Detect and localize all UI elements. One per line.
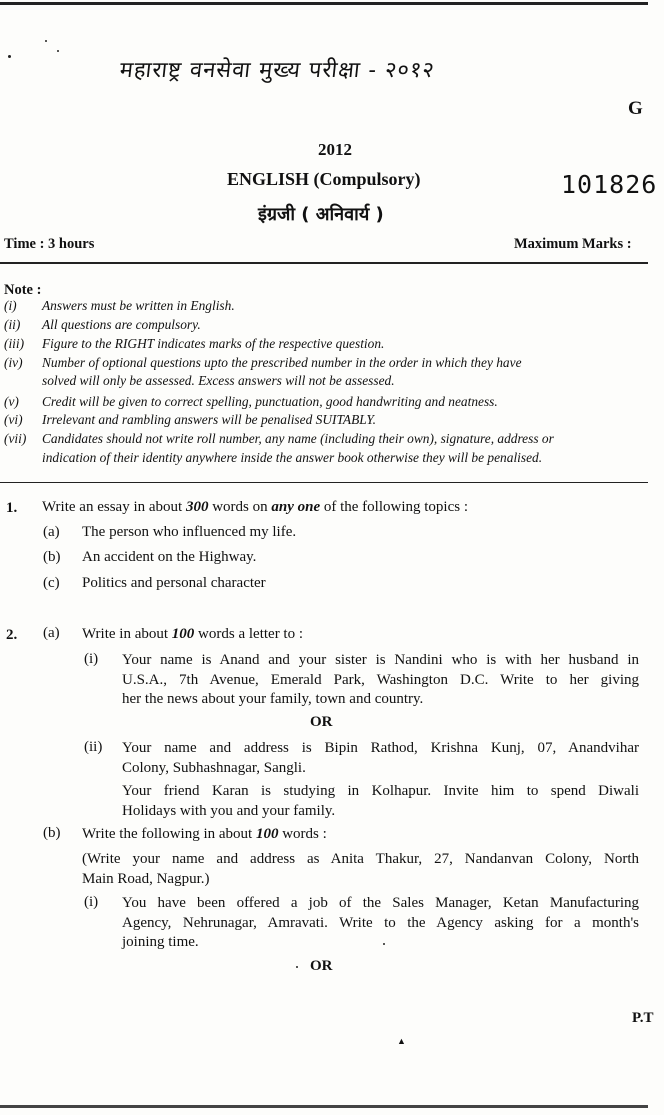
speck xyxy=(296,966,298,968)
handwritten-exam-title: महाराष्ट्र वनसेवा मुख्य परीक्षा - २०१२ xyxy=(118,58,437,83)
note-title: Note : xyxy=(4,282,42,298)
maximum-marks: Maximum Marks : xyxy=(514,236,632,252)
or-separator-1: OR xyxy=(310,714,333,730)
note-text: Answers must be written in English. xyxy=(42,298,235,313)
note-text: All questions are compulsory. xyxy=(42,317,201,332)
q1-emphasis: any one xyxy=(271,499,321,515)
notes-divider xyxy=(0,482,648,483)
q1-text-part: of the following topics : xyxy=(320,499,469,515)
note-number: (i) xyxy=(4,298,17,313)
q2a-text-part: words a letter to : xyxy=(194,626,304,642)
text-line: joining time. xyxy=(122,934,199,950)
note-number: (iii) xyxy=(4,336,25,351)
text-line: her the news about your family, town and country. xyxy=(122,691,424,707)
text-line: U.S.A., 7th Avenue, Emerald Park, Washington D.C. Write to her giving xyxy=(122,671,639,688)
time-allowed: Time : 3 hours xyxy=(4,236,95,252)
q1-option-c: Politics and personal character xyxy=(82,575,266,591)
q2a-ii-text xyxy=(122,739,639,778)
q2a-instruction xyxy=(82,625,303,645)
q2a-text-part: Write in about xyxy=(82,626,172,642)
text-line: Your name is Anand and your sister is Nandini who is with her husband in xyxy=(122,652,639,668)
q2b-address-note xyxy=(82,850,639,889)
q1-option-a-label: (a) xyxy=(43,524,60,540)
q1-option-b-label: (b) xyxy=(43,549,61,565)
note-text: Candidates should not write roll number, any name (including their own), signature, address or xyxy=(42,431,554,446)
corner-code: G xyxy=(628,98,643,119)
bottom-border xyxy=(0,1105,648,1108)
q2a-label: (a) xyxy=(43,625,60,641)
note-text: indication of their identity anywhere inside the answer book otherwise they will be penalised. xyxy=(42,450,543,465)
q1-option-c-label: (c) xyxy=(43,575,60,591)
q2a-ii-text-2 xyxy=(122,782,639,821)
q1-text-part: Write an essay in about xyxy=(42,499,186,515)
note-text: Credit will be given to correct spelling, punctuation, good handwriting and neatness. xyxy=(42,394,498,409)
note-text: Figure to the RIGHT indicates marks of the respective question. xyxy=(42,336,385,351)
q1-word-count: 300 xyxy=(185,499,209,515)
q2b-text-part: Write the following in about xyxy=(82,826,256,842)
text-line: Agency, Nehrunagar, Amravati. Write to the Agency asking for a month's xyxy=(122,914,639,931)
page-turn-marker: P.T xyxy=(632,1010,654,1026)
note-text: Number of optional questions upto the prescribed number in the order in which they have xyxy=(42,355,522,370)
q2a-word-count: 100 xyxy=(171,626,195,642)
note-number: (vii) xyxy=(4,431,27,446)
q2b-i-label: (i) xyxy=(84,894,99,910)
question-2-number: 2. xyxy=(6,627,18,643)
note-number: (vi) xyxy=(4,412,23,427)
serial-number: 101826 xyxy=(561,170,658,199)
note-text: solved will only be assessed. Excess answers will not be assessed. xyxy=(42,373,395,388)
q2b-i-text xyxy=(122,894,639,953)
q2b-instruction xyxy=(82,825,327,845)
note-number: (ii) xyxy=(4,317,21,332)
q2b-word-count: 100 xyxy=(255,826,279,842)
text-line: Colony, Subhashnagar, Sangli. xyxy=(122,759,306,776)
exam-year: 2012 xyxy=(318,140,352,159)
text-line: (Write your name and address as Anita Thakur, 27, Nandanvan Colony, North xyxy=(82,851,639,867)
speck xyxy=(57,50,59,52)
text-line: Main Road, Nagpur.) xyxy=(82,870,210,887)
note-text: Irrelevant and rambling answers will be penalised SUITABLY. xyxy=(42,412,376,427)
q2a-ii-label: (ii) xyxy=(84,739,103,755)
or-separator-2: OR xyxy=(310,958,333,974)
top-border xyxy=(0,2,648,5)
speck xyxy=(45,40,47,42)
q1-text-part: words on xyxy=(208,499,272,515)
question-1-text xyxy=(42,498,468,518)
text-line: Your friend Karan is studying in Kolhapur. Invite him to spend Diwali xyxy=(122,783,639,799)
speck xyxy=(383,943,385,945)
q1-option-b: An accident on the Highway. xyxy=(82,549,257,565)
text-line: You have been offered a job of the Sales Manager, Ketan Manufacturing xyxy=(122,895,639,911)
pointer-mark: ▲ xyxy=(397,1036,406,1046)
q1-option-a: The person who influenced my life. xyxy=(82,524,297,540)
q2a-i-label: (i) xyxy=(84,651,99,667)
subject-english: ENGLISH (Compulsory) xyxy=(227,169,421,189)
q2b-label: (b) xyxy=(43,825,61,841)
text-line: Holidays with you and your family. xyxy=(122,802,336,819)
speck xyxy=(8,55,11,58)
question-1-number: 1. xyxy=(6,500,18,516)
subject-hindi: इंग्रजी ( अनिवार्य ) xyxy=(258,204,384,225)
q2b-text-part: words : xyxy=(278,826,327,842)
text-line: Your name and address is Bipin Rathod, Krishna Kunj, 07, Anandvihar xyxy=(122,740,639,756)
q2a-i-text xyxy=(122,651,639,710)
header-divider xyxy=(0,262,648,264)
note-number: (iv) xyxy=(4,355,23,370)
note-number: (v) xyxy=(4,394,19,409)
